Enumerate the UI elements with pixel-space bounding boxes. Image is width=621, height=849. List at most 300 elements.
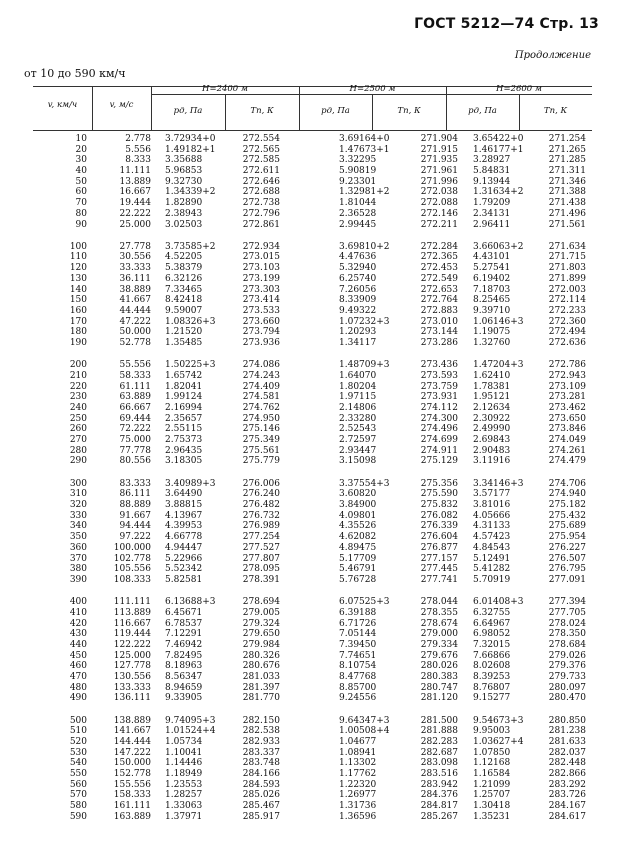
table-cell: 278.355 — [420, 607, 458, 618]
table-cell: 273.533 — [242, 305, 280, 316]
table-cell: 11.111 — [119, 166, 151, 177]
table-cell: 1.35231 — [473, 811, 511, 822]
table-cell: 271.961 — [420, 166, 458, 177]
table-cell: 55.556 — [119, 360, 151, 371]
table-cell: 273.144 — [420, 327, 458, 338]
table-cell: 1.32760 — [473, 337, 511, 348]
table-cell: 2.33280 — [339, 413, 377, 424]
table-cell: 88.889 — [119, 500, 151, 511]
table-cell: 410 — [69, 607, 87, 618]
table-cell: 284.166 — [242, 769, 280, 780]
table-cell: 280.470 — [548, 693, 586, 704]
table-cell: 2.35657 — [165, 413, 203, 424]
table-cell: 272.636 — [548, 337, 586, 348]
table-row — [33, 489, 592, 500]
table-cell: 8.94659 — [165, 682, 203, 693]
table-cell: 120 — [69, 263, 87, 274]
table-row — [33, 317, 592, 328]
table-cell: 271.915 — [420, 144, 458, 155]
table-cell: 8.25465 — [473, 295, 511, 306]
table-row — [33, 242, 592, 253]
table-cell: 277.091 — [548, 574, 586, 585]
table-cell: 3.65422+0 — [473, 134, 524, 144]
table-row — [33, 812, 592, 823]
table-cell: 280.026 — [420, 661, 458, 672]
table-cell: 113.889 — [113, 607, 151, 618]
table-cell: 5.46791 — [339, 564, 377, 575]
table-cell: 5.12491 — [473, 553, 511, 564]
table-cell: 163.889 — [113, 811, 151, 822]
col-t-2: Tп, К — [397, 106, 421, 116]
table-row — [33, 554, 592, 565]
table-cell: 4.09801 — [339, 510, 377, 521]
table-row — [33, 360, 592, 371]
speed-range-label: от 10 до 590 км/ч — [24, 67, 126, 80]
table-cell: 277.527 — [242, 542, 280, 553]
table-row — [33, 564, 592, 575]
table-cell: 274.762 — [242, 403, 280, 413]
table-cell: 271.346 — [548, 176, 586, 187]
table-cell: 279.026 — [548, 650, 586, 661]
table-cell: 6.64967 — [473, 618, 511, 629]
table-cell: 490 — [69, 693, 87, 704]
table-cell: 4.94447 — [165, 542, 203, 553]
table-cell: 4.43101 — [473, 252, 511, 263]
table-cell: 3.60820 — [339, 489, 377, 500]
table-row — [33, 716, 592, 727]
table-cell: 510 — [69, 726, 87, 737]
table-row — [33, 177, 592, 188]
table-cell: 4.84543 — [473, 542, 511, 553]
table-cell: 7.82495 — [165, 650, 203, 661]
table-cell: 1.50225+3 — [165, 360, 216, 371]
table-cell: 270 — [69, 435, 87, 446]
table-row — [33, 683, 592, 694]
table-cell: 8.333 — [125, 155, 151, 166]
table-cell: 1.48709+3 — [339, 360, 390, 371]
table-cell: 276.604 — [420, 532, 458, 543]
table-cell: 272.360 — [548, 316, 586, 327]
table-cell: 400 — [69, 597, 87, 608]
table-cell: 5.41282 — [473, 564, 511, 575]
table-cell: 279.376 — [548, 661, 586, 672]
table-cell: 4.39953 — [165, 521, 203, 532]
table-cell: 430 — [69, 629, 87, 640]
table-cell: 330 — [69, 510, 87, 521]
table-cell: 279.733 — [548, 672, 586, 682]
table-cell: 274.479 — [548, 456, 586, 467]
table-cell: 272.943 — [548, 370, 586, 381]
table-cell: 7.74651 — [339, 650, 377, 661]
table-cell: 230 — [69, 392, 87, 403]
table-cell: 13.889 — [119, 176, 151, 187]
table-row — [33, 145, 592, 156]
table-row — [33, 575, 592, 586]
table-cell: 273.462 — [548, 403, 586, 413]
table-cell: 3.37554+3 — [339, 478, 390, 489]
table-row — [33, 403, 592, 414]
table-cell: 2.90483 — [473, 445, 511, 456]
table-cell: 30.556 — [119, 252, 151, 263]
table-row — [33, 521, 592, 532]
table-cell: 281.120 — [420, 693, 458, 704]
table-cell: 1.82890 — [165, 198, 203, 209]
table-cell: 280.850 — [548, 715, 586, 726]
table-cell: 360 — [69, 542, 87, 553]
table-cell: 108.333 — [113, 574, 151, 585]
table-cell: 9.64347+3 — [339, 715, 390, 726]
table-cell: 1.62410 — [473, 370, 511, 381]
table-cell: 9.39710 — [473, 305, 511, 316]
col-pd-3: pд, Па — [468, 106, 497, 116]
table-cell: 1.23553 — [165, 779, 203, 790]
table-cell: 6.32755 — [473, 607, 511, 618]
table-cell: 47.222 — [119, 316, 151, 327]
table-cell: 275.129 — [420, 456, 458, 467]
table-cell: 276.482 — [242, 500, 280, 511]
table-cell: 1.01524+4 — [165, 726, 216, 737]
table-cell: 1.33063 — [165, 801, 203, 812]
table-row — [33, 424, 592, 435]
table-cell: 271.899 — [548, 273, 586, 284]
table-cell: 273.931 — [420, 392, 458, 403]
table-row — [33, 435, 592, 446]
table-cell: 276.732 — [242, 510, 280, 521]
table-cell: 276.006 — [242, 478, 280, 489]
table-cell: 111.111 — [113, 597, 151, 608]
table-cell: 272.088 — [420, 198, 458, 209]
table-row — [33, 187, 592, 198]
table-cell: 271.634 — [548, 241, 586, 252]
table-cell: 279.984 — [242, 639, 280, 650]
table-cell: 3.69810+2 — [339, 241, 390, 252]
table-cell: 281.397 — [242, 682, 280, 693]
table-row — [33, 780, 592, 791]
table-cell: 5.84831 — [473, 166, 511, 177]
table-cell: 282.037 — [548, 747, 586, 758]
table-cell: 220 — [69, 381, 87, 392]
table-cell: 77.778 — [119, 445, 151, 456]
table-cell: 8.39253 — [473, 672, 511, 682]
table-cell: 275.432 — [548, 510, 586, 521]
table-cell: 1.36596 — [339, 811, 377, 822]
table-cell: 1.21520 — [165, 327, 203, 338]
table-cell: 3.66063+2 — [473, 241, 524, 252]
table-cell: 1.13302 — [339, 758, 377, 769]
table-cell: 200 — [69, 360, 87, 371]
table-row — [33, 640, 592, 651]
table-cell: 9.33905 — [165, 693, 203, 704]
table-cell: 9.49322 — [339, 305, 377, 316]
table-cell: 2.52543 — [339, 424, 377, 435]
table-cell: 3.18305 — [165, 456, 203, 467]
table-cell: 5.38379 — [165, 263, 203, 274]
table-cell: 281.238 — [548, 726, 586, 737]
table-cell: 150.000 — [113, 758, 151, 769]
table-cell: 272.554 — [242, 134, 280, 144]
table-cell: 283.516 — [420, 769, 458, 780]
table-cell: 272.549 — [420, 273, 458, 284]
table-cell: 250 — [69, 413, 87, 424]
table-cell: 1.26977 — [339, 790, 377, 801]
table-cell: 281.888 — [420, 726, 458, 737]
table-cell: 6.78537 — [165, 618, 203, 629]
table-cell: 144.444 — [113, 737, 151, 748]
table-cell: 274.243 — [242, 370, 280, 381]
table-cell: 8.85700 — [339, 682, 377, 693]
col-t-3: Tп, К — [543, 106, 568, 116]
table-row — [33, 446, 592, 457]
table-row — [33, 327, 592, 338]
table-cell: 210 — [69, 370, 87, 381]
col-h2500: H=2500 м — [349, 84, 396, 94]
table-cell: 284.593 — [242, 779, 280, 790]
table-cell: 3.69164+0 — [339, 134, 390, 144]
table-cell: 7.66866 — [473, 650, 511, 661]
table-cell: 8.42418 — [165, 295, 203, 306]
table-cell: 260 — [69, 424, 87, 435]
table-cell: 276.989 — [242, 521, 280, 532]
table-cell: 1.19075 — [473, 327, 511, 338]
table-cell: 1.79209 — [473, 198, 511, 209]
table-cell: 277.741 — [420, 574, 458, 585]
table-cell: 240 — [69, 403, 87, 413]
table-cell: 61.111 — [119, 381, 151, 392]
table-cell: 2.69843 — [473, 435, 511, 446]
table-row — [33, 295, 592, 306]
table-cell: 9.74095+3 — [165, 715, 216, 726]
table-cell: 1.07232+3 — [339, 316, 390, 327]
table-cell: 7.33465 — [165, 284, 203, 295]
table-cell: 271.311 — [548, 166, 586, 177]
table-cell: 275.779 — [242, 456, 280, 467]
table-cell: 275.954 — [548, 532, 586, 543]
table-cell: 520 — [69, 737, 87, 748]
table-cell: 5.27541 — [473, 263, 511, 274]
table-cell: 122.222 — [113, 639, 151, 650]
table-row — [33, 392, 592, 403]
table-cell: 274.940 — [548, 489, 586, 500]
table-cell: 274.706 — [548, 478, 586, 489]
table-cell: 3.28927 — [473, 155, 511, 166]
table-cell: 6.01408+3 — [473, 597, 524, 608]
table-cell: 50.000 — [119, 327, 151, 338]
table-cell: 271.561 — [548, 219, 586, 230]
table-cell: 1.04677 — [339, 737, 377, 748]
table-cell: 340 — [69, 521, 87, 532]
table-cell: 8.56347 — [165, 672, 203, 682]
table-cell: 2.96435 — [165, 445, 203, 456]
table-cell: 4.57423 — [473, 532, 511, 543]
table-cell: 380 — [69, 564, 87, 575]
table-cell: 5.76728 — [339, 574, 377, 585]
table-cell: 272.653 — [420, 284, 458, 295]
table-cell: 277.807 — [242, 553, 280, 564]
table-row — [33, 285, 592, 296]
table-cell: 22.222 — [119, 208, 151, 219]
table-cell: 271.496 — [548, 208, 586, 219]
table-cell: 1.34339+2 — [165, 187, 216, 198]
table-cell: 282.150 — [242, 715, 280, 726]
table-cell: 180 — [69, 327, 87, 338]
table-cell: 2.38943 — [165, 208, 203, 219]
table-row — [33, 758, 592, 769]
table-cell: 276.507 — [548, 553, 586, 564]
table-cell: 7.05144 — [339, 629, 377, 640]
table-cell: 7.32015 — [473, 639, 511, 650]
table-cell: 282.933 — [242, 737, 280, 748]
table-cell: 272.565 — [242, 144, 280, 155]
table-cell: 580 — [69, 801, 87, 812]
table-cell: 75.000 — [119, 435, 151, 446]
table-cell: 7.46942 — [165, 639, 203, 650]
table-cell: 155.556 — [113, 779, 151, 790]
table-cell: 10 — [75, 134, 87, 144]
table-cell: 105.556 — [113, 564, 151, 575]
table-cell: 320 — [69, 500, 87, 511]
table-cell: 152.778 — [113, 769, 151, 780]
table-cell: 282.538 — [242, 726, 280, 737]
table-cell: 1.21099 — [473, 779, 511, 790]
table-cell: 2.30922 — [473, 413, 511, 424]
table-cell: 1.65742 — [165, 370, 203, 381]
table-cell: 275.832 — [420, 500, 458, 511]
table-cell: 80.556 — [119, 456, 151, 467]
table-cell: 280.097 — [548, 682, 586, 693]
table-cell: 284.617 — [548, 811, 586, 822]
table-cell: 276.227 — [548, 542, 586, 553]
table-cell: 4.66778 — [165, 532, 203, 543]
table-cell: 277.254 — [242, 532, 280, 543]
table-cell: 271.715 — [548, 252, 586, 263]
table-cell: 4.89475 — [339, 542, 377, 553]
table-cell: 4.31133 — [473, 521, 511, 532]
table-cell: 271.254 — [548, 134, 586, 144]
table-cell: 1.78381 — [473, 381, 511, 392]
table-cell: 1.95121 — [473, 392, 511, 403]
table-cell: 1.31736 — [339, 801, 377, 812]
table-cell: 273.015 — [242, 252, 280, 263]
table-cell: 300 — [69, 478, 87, 489]
table-cell: 130 — [69, 273, 87, 284]
table-cell: 86.111 — [119, 489, 151, 500]
table-cell: 271.285 — [548, 155, 586, 166]
table-cell: 274.049 — [548, 435, 586, 446]
table-cell: 5.556 — [125, 144, 151, 155]
table-cell: 285.917 — [242, 811, 280, 822]
col-h2400: H=2400 м — [202, 84, 248, 94]
table-cell: 44.444 — [119, 305, 151, 316]
table-cell: 2.72597 — [339, 435, 377, 446]
table-cell: 119.444 — [113, 629, 151, 640]
table-cell: 9.54673+3 — [473, 715, 524, 726]
table-cell: 273.936 — [242, 337, 280, 348]
table-cell: 272.688 — [242, 187, 280, 198]
table-cell: 5.96853 — [165, 166, 203, 177]
table-cell: 147.222 — [113, 747, 151, 758]
table-cell: 279.650 — [242, 629, 280, 640]
table-cell: 275.590 — [420, 489, 458, 500]
table-row — [33, 456, 592, 467]
table-cell: 127.778 — [113, 661, 151, 672]
table-cell: 280 — [69, 445, 87, 456]
table-cell: 97.222 — [119, 532, 151, 543]
table-cell: 273.660 — [242, 316, 280, 327]
table-row — [33, 220, 592, 231]
table-cell: 140 — [69, 284, 87, 295]
table-cell: 273.436 — [420, 360, 458, 371]
table-cell: 1.99124 — [165, 392, 203, 403]
table-cell: 276.877 — [420, 542, 458, 553]
table-cell: 272.003 — [548, 284, 586, 295]
table-cell: 276.795 — [548, 564, 586, 575]
table-cell: 2.99445 — [339, 219, 377, 230]
table-cell: 284.817 — [420, 801, 458, 812]
table-cell: 273.650 — [548, 413, 586, 424]
table-cell: 274.581 — [242, 392, 280, 403]
table-cell: 277.445 — [420, 564, 458, 575]
table-cell: 282.448 — [548, 758, 586, 769]
table-cell: 8.47768 — [339, 672, 377, 682]
table-row — [33, 414, 592, 425]
table-cell: 273.010 — [420, 316, 458, 327]
table-cell: 83.333 — [119, 478, 151, 489]
table-cell: 3.11916 — [473, 456, 511, 467]
table-cell: 279.334 — [420, 639, 458, 650]
table-cell: 278.694 — [242, 597, 280, 608]
table-cell: 277.394 — [548, 597, 586, 608]
table-cell: 274.300 — [420, 413, 458, 424]
table-cell: 8.76807 — [473, 682, 511, 693]
table-cell: 116.667 — [113, 618, 151, 629]
table-cell: 27.778 — [119, 241, 151, 252]
table-cell: 25.000 — [119, 219, 151, 230]
table-cell: 6.98052 — [473, 629, 511, 640]
table-cell: 1.30418 — [473, 801, 511, 812]
table-row — [33, 619, 592, 630]
table-cell: 273.109 — [548, 381, 586, 392]
table-cell: 3.81016 — [473, 500, 511, 511]
table-cell: 272.883 — [420, 305, 458, 316]
table-cell: 1.08326+3 — [165, 316, 216, 327]
table-cell: 280.747 — [420, 682, 458, 693]
table-cell: 540 — [69, 758, 87, 769]
table-row — [33, 629, 592, 640]
table-row — [33, 661, 592, 672]
table-cell: 9.24556 — [339, 693, 377, 704]
table-cell: 190 — [69, 337, 87, 348]
table-cell: 9.59007 — [165, 305, 203, 316]
table-cell: 2.96411 — [473, 219, 511, 230]
table-cell: 1.28257 — [165, 790, 203, 801]
table-cell: 500 — [69, 715, 87, 726]
table-cell: 110 — [69, 252, 87, 263]
table-cell: 3.40989+3 — [165, 478, 216, 489]
table-cell: 100 — [69, 241, 87, 252]
table-row — [33, 737, 592, 748]
row-group — [33, 716, 592, 823]
table-cell: 1.80204 — [339, 381, 377, 392]
row-group — [33, 360, 592, 467]
table-cell: 4.35526 — [339, 521, 377, 532]
table-cell: 138.889 — [113, 715, 151, 726]
table-cell: 272.146 — [420, 208, 458, 219]
table-cell: 160 — [69, 305, 87, 316]
table-row — [33, 166, 592, 177]
table-cell: 550 — [69, 769, 87, 780]
table-cell: 272.646 — [242, 176, 280, 187]
table-cell: 1.35485 — [165, 337, 203, 348]
